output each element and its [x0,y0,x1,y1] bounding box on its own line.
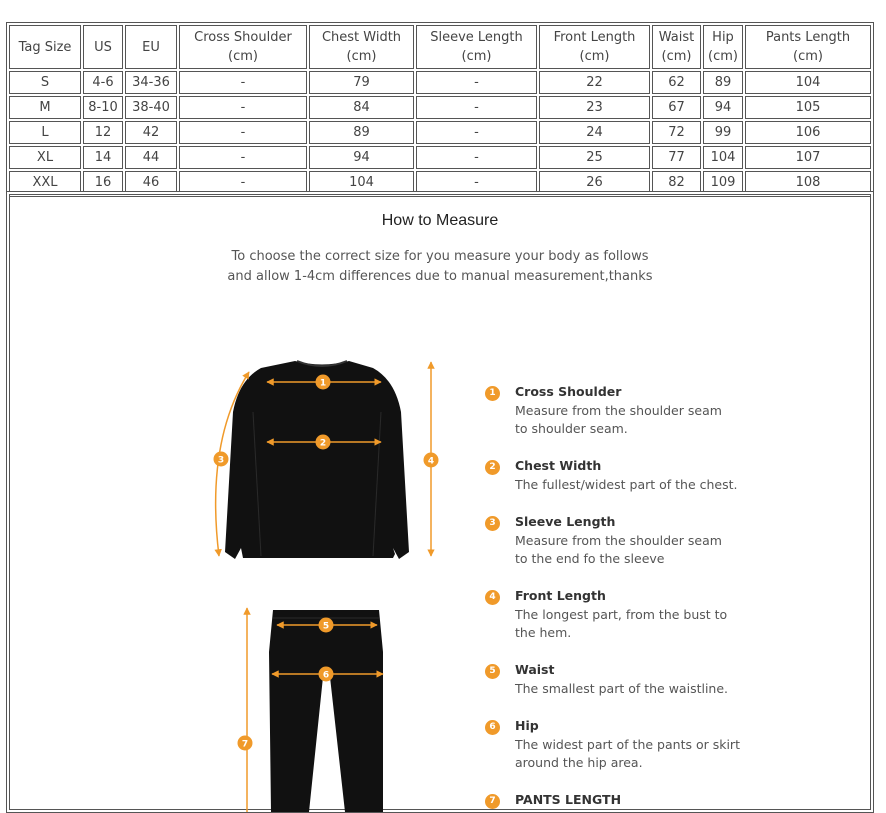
header-label: EU [142,39,160,55]
header-label: Tag Size [18,39,72,55]
table-cell: 44 [125,146,177,169]
measurement-illustration [197,352,457,812]
guide-item-title: Chest Width [515,458,602,473]
intro-text: and allow 1-4cm differences due to manual measurement,thanks [227,269,653,284]
table-cell: 22 [539,71,650,94]
table-cell: 107 [745,146,871,169]
guide-item-description: to the end fo the sleeve [515,551,665,566]
how-to-measure-panel [6,191,874,813]
table-cell: 67 [652,96,701,119]
col-header [83,25,123,69]
guide-item-title: Front Length [515,588,606,603]
marker-1-icon [316,375,331,390]
table-cell: 24 [539,121,650,144]
table-cell: 8-10 [83,96,123,119]
guide-item-description: the hem. [515,625,572,640]
header-label: Waist [658,30,695,45]
size-chart-table [6,22,874,197]
svg-text:5: 5 [322,621,330,632]
col-header [416,25,537,69]
col-header [9,25,81,69]
number-badge-icon: 5 [485,664,500,679]
guide-item-title: PANTS LENGTH [515,792,622,807]
table-cell: - [416,71,537,94]
table-cell: 89 [703,71,743,94]
guide-item-description: Measure from the shoulder seam [515,403,722,418]
marker-6-icon [319,667,334,682]
table-cell: 94 [703,96,743,119]
header-label: Chest Width [321,30,402,45]
table-cell: - [179,121,307,144]
col-header [745,25,871,69]
table-cell: - [179,96,307,119]
table-cell: XXL [9,171,81,194]
table-cell: 104 [703,146,743,169]
guide-item-description: to shoulder seam. [515,421,628,436]
table-row [9,71,871,94]
table-cell: 4-6 [83,71,123,94]
header-unit: (cm) [346,49,377,64]
table-cell: 79 [309,71,414,94]
table-cell: S [9,71,81,94]
svg-text:6: 6 [322,670,330,681]
table-cell: 84 [309,96,414,119]
number-badge-icon: 4 [485,590,500,605]
table-cell: XL [9,146,81,169]
header-unit: (cm) [661,49,692,64]
header-label: Pants Length [765,30,851,45]
table-body [9,71,871,194]
guide-item-description: Measure from the shoulder seam [515,533,722,548]
table-cell: 46 [125,171,177,194]
number-badge-icon: 1 [485,386,500,401]
guide-item-title: Waist [515,662,555,677]
table-cell: 108 [745,171,871,194]
marker-7-icon [238,736,253,751]
col-header [179,25,307,69]
table-cell: 77 [652,146,701,169]
table-cell: 42 [125,121,177,144]
table-cell: 16 [83,171,123,194]
svg-text:1: 1 [319,378,327,389]
table-cell: 12 [83,121,123,144]
sweater-image [225,361,409,559]
table-cell: 23 [539,96,650,119]
table-cell: - [179,146,307,169]
table-cell: 94 [309,146,414,169]
marker-4-icon [424,453,439,468]
table-cell: 89 [309,121,414,144]
table-cell: 34-36 [125,71,177,94]
header-label: Sleeve Length [430,30,523,45]
table-cell: M [9,96,81,119]
header-unit: (cm) [708,49,738,64]
col-header [652,25,701,69]
table-cell: 26 [539,171,650,194]
table-cell: 99 [703,121,743,144]
table-cell: L [9,121,81,144]
header-unit: (cm) [579,49,610,64]
header-label: US [94,39,112,55]
intro-text: To choose the correct size for you measure your body as follows [231,249,649,264]
svg-text:7: 7 [241,739,249,750]
table-cell: 104 [745,71,871,94]
table-cell: 82 [652,171,701,194]
table-cell: - [179,171,307,194]
header-unit: (cm) [793,49,823,64]
svg-text:4: 4 [427,456,435,467]
guide-item-description: around the hip area. [515,755,643,770]
table-cell: 25 [539,146,650,169]
table-cell: 109 [703,171,743,194]
number-badge-icon: 3 [485,516,500,531]
table-cell: - [416,96,537,119]
col-header [309,25,414,69]
guide-item-description: The smallest part of the waistline. [515,681,729,696]
header-label: Front Length [553,30,636,45]
marker-2-icon [316,435,331,450]
section-title: How to Measure [381,212,499,229]
header-unit: (cm) [461,49,492,64]
guide-item-description: The widest part of the pants or skirt [515,737,740,752]
number-badge-icon: 7 [485,794,500,809]
table-cell: - [179,71,307,94]
col-header [703,25,743,69]
table-cell: 104 [309,171,414,194]
header-row [9,25,871,69]
guide-item-title: Cross Shoulder [515,384,622,399]
table-cell: - [416,121,537,144]
table-row [9,146,871,169]
guide-item-title: Sleeve Length [515,514,616,529]
number-badge-icon: 2 [485,460,500,475]
table-row [9,121,871,144]
table-cell: 38-40 [125,96,177,119]
table-cell: - [416,146,537,169]
marker-3-icon [214,452,229,467]
svg-text:2: 2 [319,438,327,449]
header-unit: (cm) [228,49,258,64]
table-row [9,96,871,119]
col-header [539,25,650,69]
guide-item-title: Hip [515,718,539,733]
svg-text:3: 3 [217,455,225,466]
guide-item-description: The fullest/widest part of the chest. [515,477,738,492]
marker-5-icon [319,618,334,633]
table-cell: - [416,171,537,194]
header-label: Hip [712,30,734,45]
table-cell: 14 [83,146,123,169]
table-cell: 106 [745,121,871,144]
table-cell: 62 [652,71,701,94]
table-cell: 72 [652,121,701,144]
number-badge-icon: 6 [485,720,500,735]
pants-image [269,610,383,812]
table-cell: 105 [745,96,871,119]
guide-item-description: The longest part, from the bust to [515,607,728,622]
col-header [125,25,177,69]
header-label: Cross Shoulder [194,30,292,45]
